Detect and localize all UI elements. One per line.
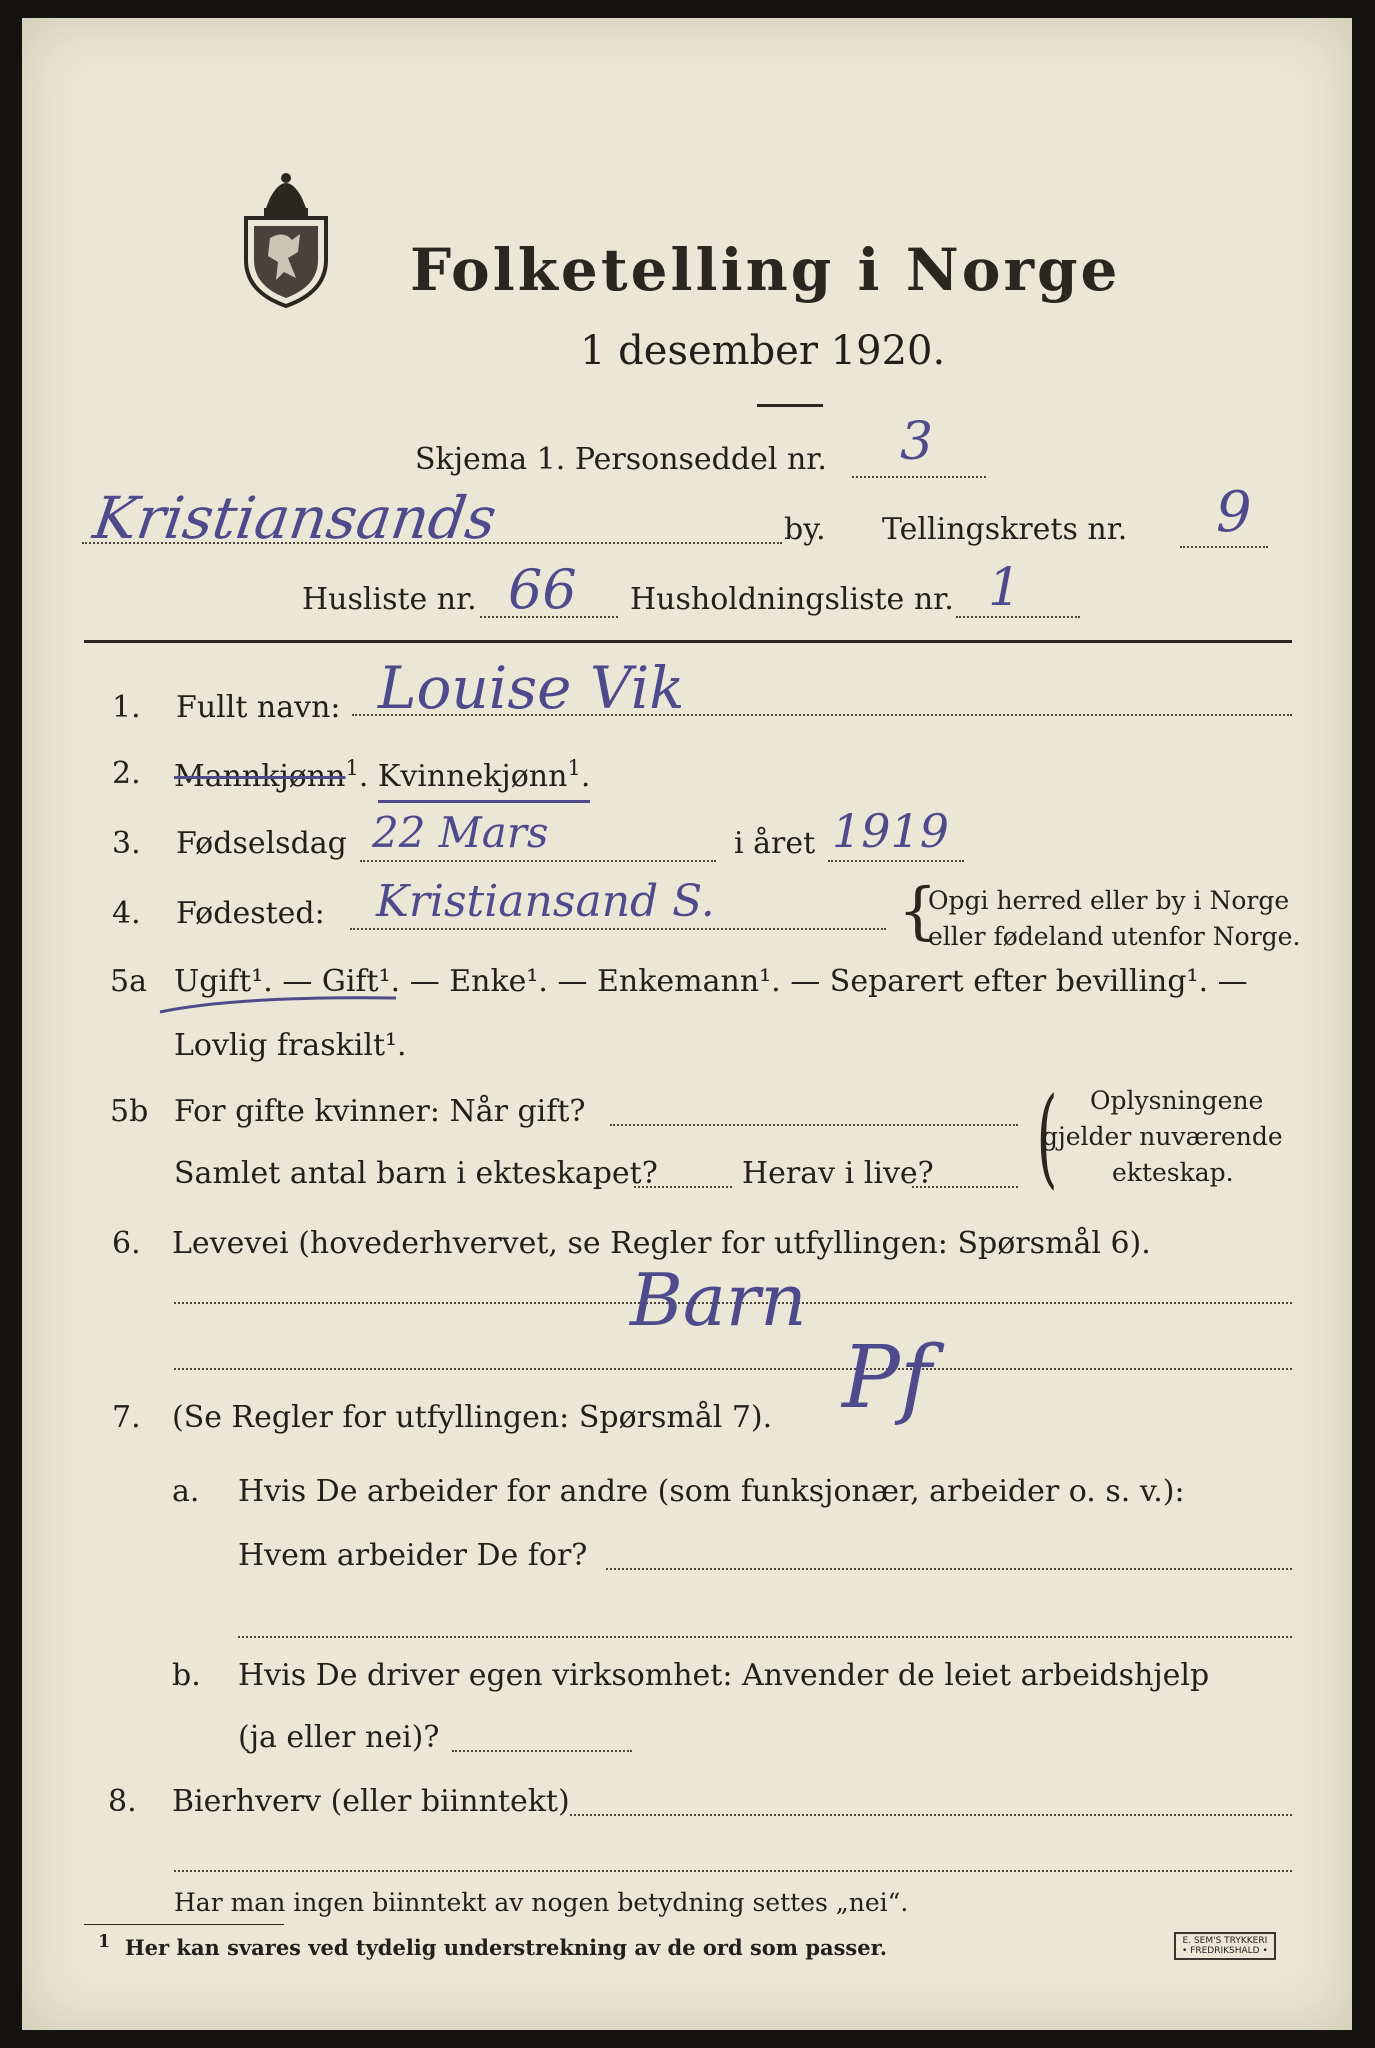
birth-day-value[interactable]: 22 Mars <box>372 808 549 857</box>
q1-label: Fullt navn: <box>176 690 341 725</box>
footnote-text: $^1$ Her kan svares ved tydelig understrekning av de ord som passer. <box>98 1932 888 1960</box>
q2-number: 2. <box>112 756 141 791</box>
q7a-line-2: Hvem arbeider De for? <box>238 1538 588 1573</box>
q3-number: 3. <box>112 826 141 861</box>
q7a-line-1: Hvis De arbeider for andre (som funksjonær, arbeider o. s. v.): <box>238 1474 1185 1509</box>
census-date: 1 desember 1920. <box>580 328 946 374</box>
husliste-label: Husliste nr. <box>302 582 477 617</box>
q7-label: (Se Regler for utfyllingen: Spørsmål 7). <box>172 1400 773 1435</box>
occupation-value[interactable]: Barn <box>630 1258 807 1342</box>
schema-label: Skjema 1. Personseddel nr. <box>415 442 827 477</box>
full-name-value[interactable]: Louise Vik <box>378 654 685 722</box>
schema-nr-line <box>852 476 986 478</box>
q8-label: Bierhverv (eller biinntekt) <box>172 1784 570 1819</box>
q4-note-2: eller fødeland utenfor Norge. <box>928 922 1301 951</box>
schema-nr-value[interactable]: 3 <box>900 412 934 472</box>
q7b-line-1: Hvis De driver egen virksomhet: Anvender de leiet arbeidshjelp <box>238 1658 1210 1693</box>
q6-number: 6. <box>112 1226 141 1261</box>
q8-answer-line[interactable] <box>570 1814 1292 1816</box>
census-form-page <box>22 18 1352 2030</box>
husholdningsliste-value[interactable]: 1 <box>988 558 1022 618</box>
title-divider <box>757 404 823 407</box>
kvinnekjonn-option[interactable]: Kvinnekjønn$^1$. <box>378 759 590 803</box>
q8-number: 8. <box>108 1784 137 1819</box>
lovlig-fraskilt-option: Lovlig fraskilt¹. <box>174 1028 407 1063</box>
q5b-children-line <box>634 1186 732 1188</box>
footnote-rule <box>84 1924 284 1925</box>
q3-year-line <box>828 860 964 862</box>
q7b-letter: b. <box>172 1658 201 1693</box>
q6-line-2 <box>174 1368 1292 1370</box>
mannkjonn-option[interactable]: Mannkjønn <box>174 759 346 794</box>
q7-handwritten-mark[interactable]: Pf <box>842 1328 932 1428</box>
husholdningsliste-label: Husholdningsliste nr. <box>630 582 954 617</box>
q5b-married-line <box>610 1124 1018 1126</box>
q3-label: Fødselsdag <box>176 826 347 861</box>
q7b-line-2: (ja eller nei)? <box>238 1720 440 1755</box>
form-title: Folketelling i Norge <box>410 236 1121 304</box>
biinntekt-note: Har man ingen biinntekt av nogen betydning settes „nei“. <box>174 1888 909 1917</box>
q2-options: Mannkjønn$^1$. Kvinnekjønn$^1$. <box>174 756 590 794</box>
q5b-alive-line <box>912 1186 1018 1188</box>
husliste-value[interactable]: 66 <box>508 558 577 621</box>
q4-line <box>350 928 886 930</box>
q7a-answer-line[interactable] <box>606 1568 1292 1570</box>
by-label: by. <box>784 512 826 547</box>
q3-year-label: i året <box>734 826 816 861</box>
q7b-answer-line[interactable] <box>452 1750 632 1752</box>
tellingskrets-label: Tellingskrets nr. <box>882 512 1128 547</box>
q4-brace: { <box>898 874 938 947</box>
header-rule <box>84 640 1292 643</box>
q5b-number: 5b <box>110 1094 149 1129</box>
q4-number: 4. <box>112 896 141 931</box>
q5b-alive-label: Herav i live? <box>742 1156 934 1191</box>
norwegian-coat-of-arms-icon <box>240 168 332 308</box>
q5b-note-2: gjelder nuværende <box>1042 1122 1283 1151</box>
q3-day-line <box>360 860 716 862</box>
q5b-note-1: Oplysningene <box>1090 1086 1264 1115</box>
printer-stamp: E. SEM'S TRYKKERI • FREDRIKSHALD • <box>1174 1932 1276 1960</box>
q7a-letter: a. <box>172 1474 200 1509</box>
tellingskrets-value[interactable]: 9 <box>1216 480 1252 545</box>
q5b-note-3: ekteskap. <box>1112 1158 1234 1187</box>
ugift-underline-mark <box>156 990 406 1020</box>
q7-number: 7. <box>112 1400 141 1435</box>
q5b-brace: ( <box>1036 1075 1058 1200</box>
q7a-answer-line-2[interactable] <box>238 1636 1292 1638</box>
q5a-number: 5a <box>110 964 147 999</box>
q4-label: Fødested: <box>176 896 325 931</box>
q5b-children-label: Samlet antal barn i ekteskapet? <box>174 1156 658 1191</box>
birth-year-value[interactable]: 1919 <box>832 804 950 858</box>
marital-status-options: Ugift¹. — Gift¹. — Enke¹. — Enkemann¹. — Separert efter bevilling¹. — <box>174 964 1248 999</box>
q1-number: 1. <box>112 690 141 725</box>
tellingskrets-line <box>1180 546 1268 548</box>
q5b-married-when: For gifte kvinner: Når gift? <box>174 1094 586 1129</box>
q4-note-1: Opgi herred eller by i Norge <box>928 886 1290 915</box>
birthplace-value[interactable]: Kristiansand S. <box>376 876 715 927</box>
q8-answer-line-2[interactable] <box>174 1870 1292 1872</box>
q6-label: Levevei (hovederhvervet, se Regler for utfyllingen: Spørsmål 6). <box>172 1226 1151 1261</box>
city-value[interactable]: Kristiansands <box>89 484 501 552</box>
